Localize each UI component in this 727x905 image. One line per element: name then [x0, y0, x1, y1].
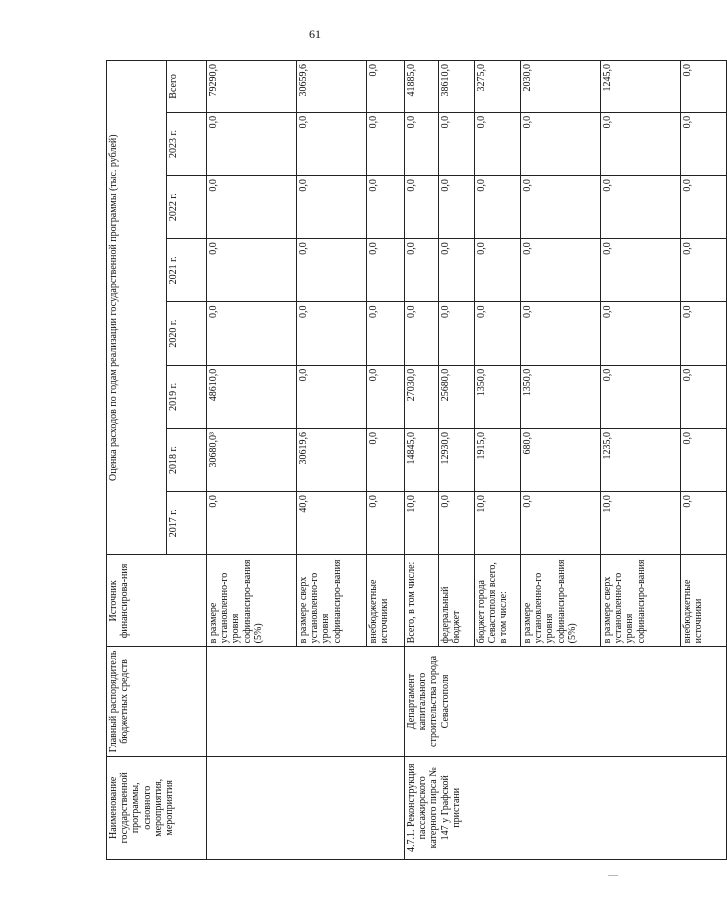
- funding-source-cell: бюджет города Севастополя всего, в том числе:: [475, 555, 521, 647]
- year-value-cell: 0,0: [521, 176, 601, 239]
- year-value-cell: 0,0: [405, 302, 439, 365]
- year-value-cell: 0,0: [439, 112, 475, 175]
- funding-source-cell: внебюджетные источники: [681, 555, 727, 647]
- year-value-cell: 30619,6: [297, 428, 367, 491]
- year-value-cell: 0,0: [681, 428, 727, 491]
- total-value-cell: 2030,0: [521, 61, 601, 113]
- year-value-cell: 680,0: [521, 428, 601, 491]
- table-body: [207, 61, 727, 860]
- year-header: 2023 г.: [167, 112, 207, 175]
- year-value-cell: 0,0: [367, 239, 405, 302]
- year-value-cell: 27030,0: [405, 365, 439, 428]
- year-value-cell: 0,0: [521, 302, 601, 365]
- year-value-cell: 1235,0: [601, 428, 681, 491]
- funding-source-cell: внебюджетные источники: [367, 555, 405, 647]
- header-name: Наименование государственной программы, основного мероприятия, мероприятия: [107, 756, 207, 859]
- year-value-cell: 0,0: [207, 302, 297, 365]
- year-value-cell: 10,0: [601, 492, 681, 555]
- project-name-cell: 4.7.1. Реконструкция пассажирского катерного пирса № 147 у Графской пристани: [405, 756, 727, 859]
- year-value-cell: 0,0: [367, 365, 405, 428]
- total-value-cell: 0,0: [367, 61, 405, 113]
- year-value-cell: 0,0: [521, 492, 601, 555]
- total-value-cell: 3275,0: [475, 61, 521, 113]
- year-value-cell: 0,0: [297, 112, 367, 175]
- year-value-cell: 25680,0: [439, 365, 475, 428]
- executor-cell: Департамент капитального строительства города Севастополя: [405, 647, 727, 756]
- year-value-cell: 10,0: [475, 492, 521, 555]
- header-source: Источник финансирова-ния: [107, 555, 207, 647]
- funding-source-cell: в размере установленно-го уровня софинансиро-вания (5%): [521, 555, 601, 647]
- year-header: 2021 г.: [167, 239, 207, 302]
- year-value-cell: 0,0: [681, 239, 727, 302]
- total-value-cell: 30659,6: [297, 61, 367, 113]
- year-value-cell: 0,0: [405, 239, 439, 302]
- funding-source-cell: федеральный бюджет: [439, 555, 475, 647]
- year-header: 2017 г.: [167, 492, 207, 555]
- year-value-cell: 0,0: [405, 176, 439, 239]
- year-value-cell: 0,0: [681, 302, 727, 365]
- header-estimate: Оценка расходов по годам реализации государственной программы (тыс. рублей): [107, 61, 167, 555]
- year-value-cell: 0,0: [475, 112, 521, 175]
- year-value-cell: 40,0: [297, 492, 367, 555]
- total-value-cell: 1245,0: [601, 61, 681, 113]
- total-value-cell: 79290,0: [207, 61, 297, 113]
- funding-source-cell: Всего, в том числе:: [405, 555, 439, 647]
- year-value-cell: 0,0: [439, 492, 475, 555]
- year-value-cell: 0,0: [405, 112, 439, 175]
- year-value-cell: 0,0: [439, 176, 475, 239]
- year-value-cell: 0,0: [521, 112, 601, 175]
- total-value-cell: 0,0: [681, 61, 727, 113]
- project-name-cell: [207, 756, 405, 859]
- year-value-cell: 0,0: [601, 302, 681, 365]
- page-number: 61: [309, 27, 321, 41]
- header-executor: Главный распорядитель бюджетных средств: [107, 647, 207, 756]
- funding-source-cell: в размере установленно-го уровня софинансиро-вания (5%): [207, 555, 297, 647]
- table-row: [207, 61, 297, 860]
- year-value-cell: 0,0: [681, 365, 727, 428]
- executor-cell: [207, 647, 405, 756]
- rotated-table-container: [106, 60, 705, 860]
- year-value-cell: 12930,0: [439, 428, 475, 491]
- year-header: 2018 г.: [167, 428, 207, 491]
- year-value-cell: 1915,0: [475, 428, 521, 491]
- year-value-cell: 0,0: [601, 112, 681, 175]
- year-value-cell: 0,0: [297, 365, 367, 428]
- year-value-cell: 0,0: [439, 302, 475, 365]
- year-value-cell: 0,0: [475, 239, 521, 302]
- year-value-cell: 0,0: [297, 302, 367, 365]
- budget-table: [106, 60, 727, 860]
- year-value-cell: 0,0: [367, 302, 405, 365]
- total-header: Всего: [167, 61, 207, 113]
- year-value-cell: 0,0: [439, 239, 475, 302]
- year-value-cell: 0,0: [207, 239, 297, 302]
- year-value-cell: 0,0: [367, 492, 405, 555]
- total-value-cell: 38610,0: [439, 61, 475, 113]
- year-value-cell: 0,0: [297, 239, 367, 302]
- year-value-cell: 1350,0: [521, 365, 601, 428]
- year-header: 2019 г.: [167, 365, 207, 428]
- year-value-cell: 1350,0: [475, 365, 521, 428]
- year-value-cell: 0,0: [207, 112, 297, 175]
- funding-source-cell: в размере сверх установленно-го уровня софинансиро-вания: [601, 555, 681, 647]
- year-value-cell: 0,0: [475, 302, 521, 365]
- year-value-cell: 0,0: [367, 176, 405, 239]
- year-value-cell: 30680,0³: [207, 428, 297, 491]
- year-value-cell: 0,0: [367, 428, 405, 491]
- year-value-cell: 0,0: [521, 239, 601, 302]
- year-header: 2022 г.: [167, 176, 207, 239]
- year-header: 2020 г.: [167, 302, 207, 365]
- header-row: [107, 61, 167, 860]
- total-value-cell: 41885,0: [405, 61, 439, 113]
- year-value-cell: 48610,0: [207, 365, 297, 428]
- year-value-cell: 0,0: [681, 112, 727, 175]
- year-value-cell: 0,0: [681, 176, 727, 239]
- year-value-cell: 10,0: [405, 492, 439, 555]
- year-value-cell: 0,0: [207, 176, 297, 239]
- year-value-cell: 0,0: [681, 492, 727, 555]
- year-value-cell: 0,0: [601, 365, 681, 428]
- year-value-cell: 14845,0: [405, 428, 439, 491]
- year-value-cell: 0,0: [601, 239, 681, 302]
- table-row: [405, 61, 439, 860]
- funding-source-cell: в размере сверх установленно-го уровня софинансиро-вания: [297, 555, 367, 647]
- year-value-cell: 0,0: [297, 176, 367, 239]
- year-value-cell: 0,0: [367, 112, 405, 175]
- year-value-cell: 0,0: [475, 176, 521, 239]
- edge-mark: —: [608, 870, 618, 881]
- year-value-cell: 0,0: [207, 492, 297, 555]
- year-value-cell: 0,0: [601, 176, 681, 239]
